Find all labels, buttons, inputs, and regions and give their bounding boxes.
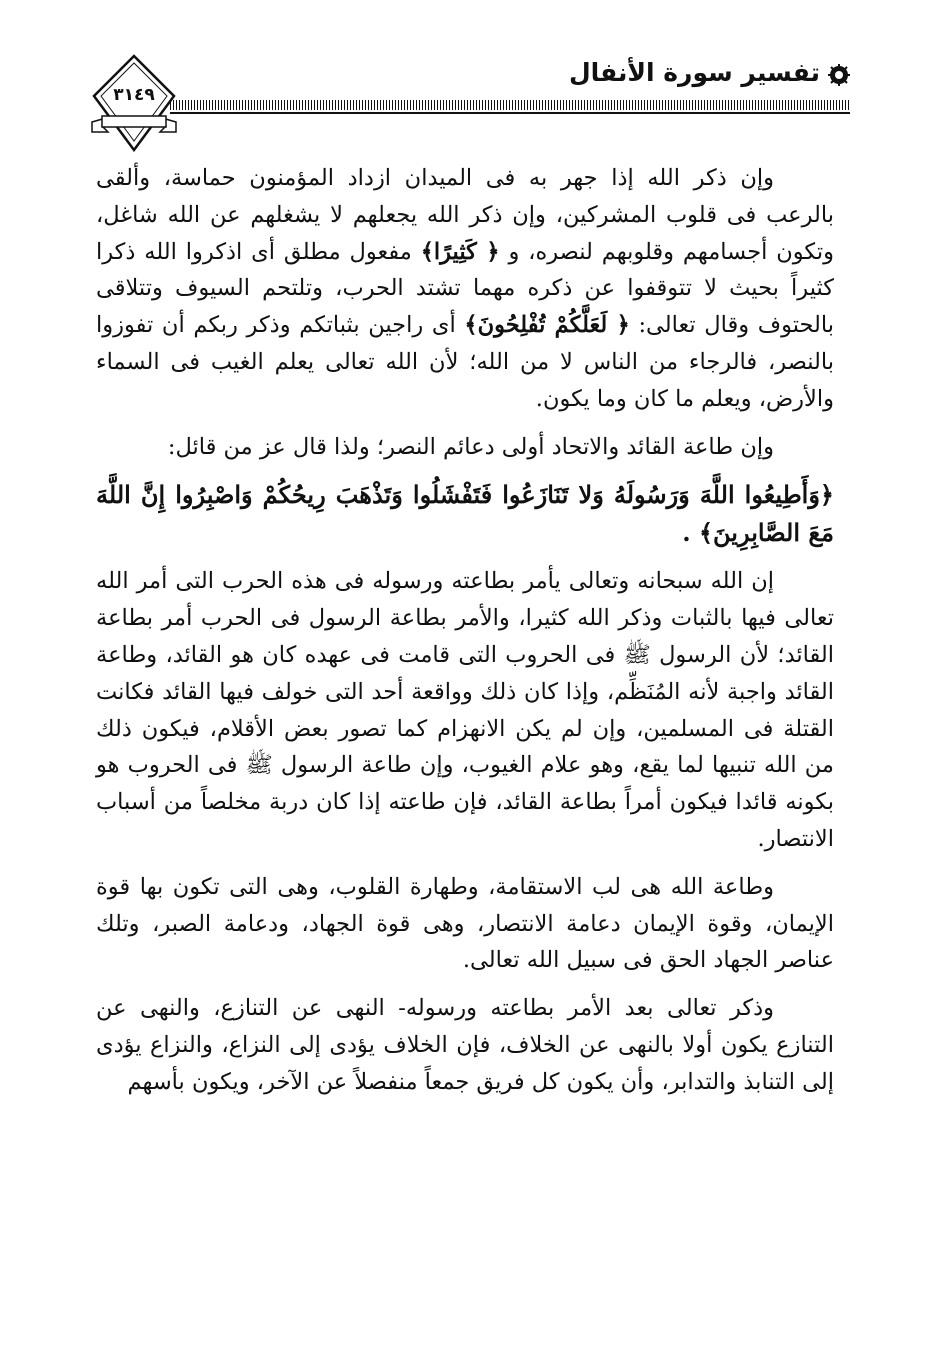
quran-verse (96, 476, 834, 552)
paragraph-4: وطاعة الله هى لب الاستقامة، وطهارة القلوب، وهى التى تكون بها قوة الإيمان، وقوة الإيمان دعامة الانتصار، وهى قوة الجهاد، ودعامة الصبر، وتلك عناصر الجهاد الحق فى سبيل الله تعالى. (96, 873, 834, 974)
header-rule (170, 100, 850, 110)
star-ornament-icon (828, 64, 850, 86)
surah-title: تفسير سورة الأنفال (568, 58, 820, 87)
paragraph-5: وذكر تعالى بعد الأمر بطاعته ورسوله- النهى عن التنازع، والنهى عن التنازع يكون أولا بالنهى عن الخلاف، فإن الخلاف يؤدى إلى النزاع، والنزاع يؤدى إلى التنابذ والتدابر، وأن يكون كل فريق جمعاً منفصلاً عن الآخر، ويكون بأسهم (96, 995, 834, 1095)
paragraph-1-part-a: وإن ذكر الله إذا جهر به فى الميدان ازداد المؤمنون حماسة، وألقى بالرعب فى قلوب المشركين، وإن ذكر الله يجعلهم لا يشغلهم عن الله شاغل، وتكون أجسامهم وقلوبهم لنصره، و (96, 165, 834, 265)
header-rule-line (170, 112, 850, 114)
paragraph-1-part-c: أى راجين بثباتكم وذكر ربكم أن تفوزوا بالنصر، فالرجاء من الناس لا من الله؛ لأن الله تعالى يعلم الغيب فى السماء والأرض، ويعلم ما كان وما يكون. (96, 312, 834, 412)
page-number: ٣١٤٩ (113, 85, 155, 105)
quran-verse-text: ﴿وَأَطِيعُوا اللَّهَ وَرَسُولَهُ وَلا تَنَازَعُوا فَتَفْشَلُوا وَتَذْهَبَ رِيحُكُمْ وَاصْبِرُوا إِنَّ اللَّهَ مَعَ الصَّابِرِينَ﴾ (96, 480, 834, 548)
page-body (96, 160, 834, 1101)
paragraph-1-part-b: مفعول مطلق أى اذكروا الله ذكرا كثيراً بحيث لا تتوقفوا عن ذكره مهما تشتد الحرب، وتلتحم السيوف وتتلاقى بالحتوف وقال تعالى: (96, 238, 834, 339)
paragraph-2: وإن طاعة القائد والاتحاد أولى دعائم النصر؛ ولذا قال عز من قائل: (167, 433, 774, 460)
page-number-badge (88, 52, 180, 152)
running-header (88, 52, 850, 152)
quran-quote-kathiran: ﴿ كَثِيرًا﴾ (420, 238, 500, 265)
paragraph-3: إن الله سبحانه وتعالى يأمر بطاعته ورسوله فى هذه الحرب التى أمر الله تعالى فيها بالثبات وذكر الله كثيرا، والأمر بطاعة الرسول فى الحرب أمر بطاعة القائد؛ لأن الرسول ﷺ فى الحروب التى قامت فى عهده كان هو القائد، وطاعة القائد واجبة لأنه المُنَظِّم، وإذا كان ذلك وواقعة أحد التى خولف فيها القائد فكانت القتلة فى المسلمين، وإن لم يكن الانهزام كما تصور بعض الأقلام، فيكون ذلك من الله تنبيها لما يقع، وهو علام الغيوب، وإن طاعة الرسول ﷺ فى الحروب هو بكونه قائدا فيكون أمراً بطاعة القائد، فإن طاعته إذا كان دربة مخلصاً من أسباب الانتصار. (96, 568, 834, 852)
paragraph-1 (96, 160, 834, 418)
quran-verse-end: . (682, 518, 699, 548)
quran-quote-tuflihun: ﴿ لَعَلَّكُمْ تُفْلِحُونَ﴾ (464, 312, 630, 339)
